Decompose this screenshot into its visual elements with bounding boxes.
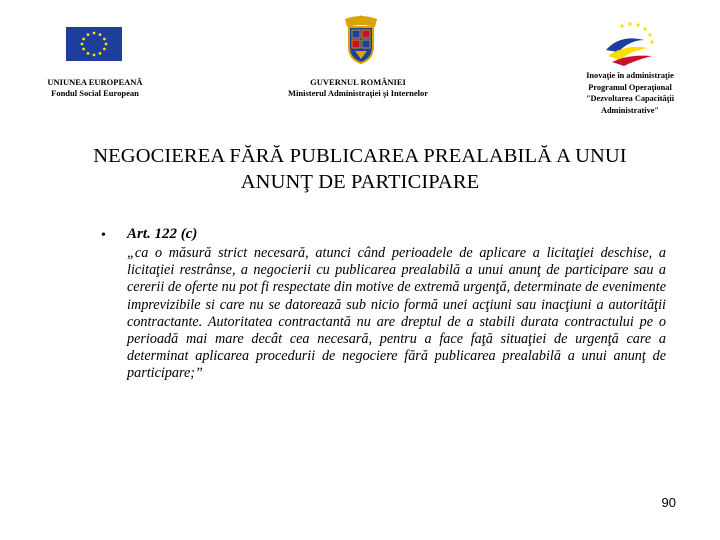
eu-flag-logo [66,27,122,61]
gov-header-text [258,77,458,99]
bullet-marker: • [101,228,106,243]
article-heading: Art. 122 (c) [127,226,198,242]
article-text: „ca o măsură strict necesară, atunci când perioadele de aplicare a licitaţiei deschise, a licitaţiei restrânse, a negocierii cu publicarea prealabilă a unui anunţ de participare sau a cererii de oferte nu pot fi respectate din motive de extremă urgenţă, determinate de evenimente imprevizibile si care nu se datorează sub nicio formă unei acţiuni sau inacţiuni a autorităţii contractante. Autoritatea contractantă nu are dreptul de a stabili durata contractului pe o perioadă mai mare decât cea necesară, pentru a face faţă situaţiei de urgenţă care a determinat aplicarea procedurii de negociere fără publicarea prealabilă a unui anunţ de participare;” [127,245,666,382]
page-number: 90 [661,495,676,510]
ministry-name: Ministerul Administraţiei şi Internelor [287,88,428,98]
program-line-2: Programul Operaţional [588,82,672,92]
romania-coat-of-arms-logo [341,13,381,65]
eu-fund-name: Fondul Social European [51,88,139,98]
program-logo [600,20,656,68]
program-line-1: Inovaţie în administraţie [586,71,674,80]
eu-header-text [20,77,170,99]
slide-title-line-2: ANUNŢ DE PARTICIPARE [240,171,480,193]
eu-name: UNIUNEA EUROPEANĂ [47,77,143,87]
program-line-3: "Dezvoltarea Capacităţii [585,94,675,103]
program-header-text [560,70,700,116]
gov-name: GUVERNUL ROMÂNIEI [310,77,406,87]
program-line-4: Administrative" [600,105,660,115]
slide-title-line-1: NEGOCIEREA FĂRĂ PUBLICAREA PREALABILĂ A UNUI [93,145,627,167]
slide-title [20,143,700,195]
